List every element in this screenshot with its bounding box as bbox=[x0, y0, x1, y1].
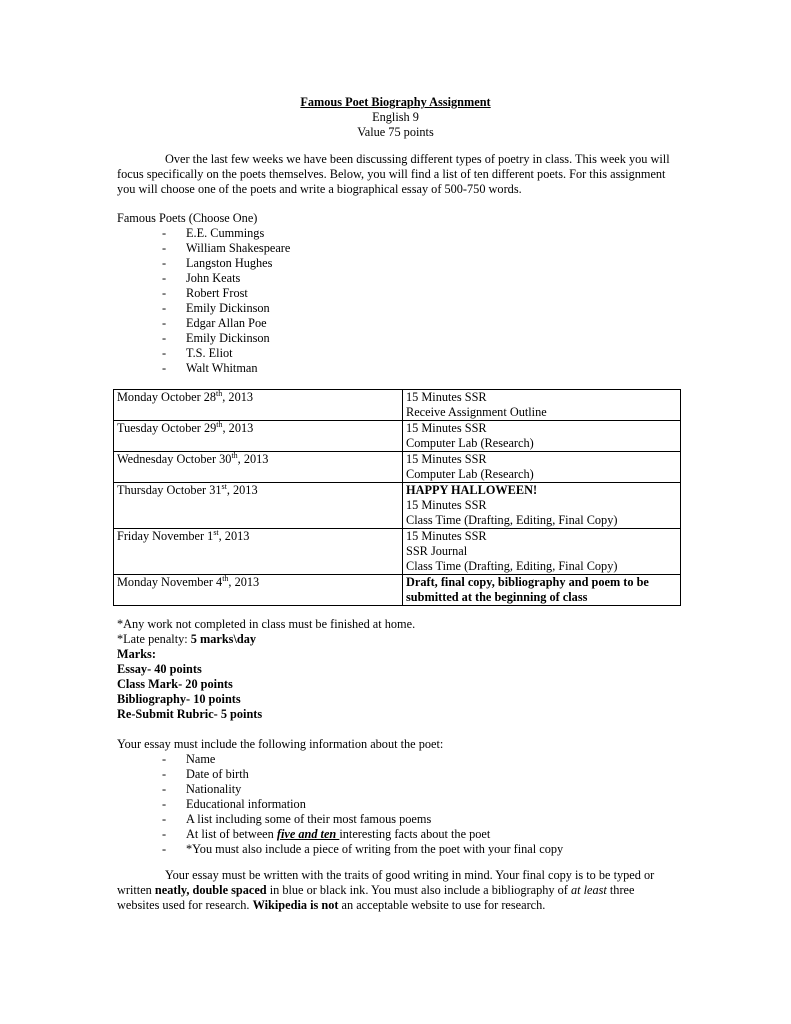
assignment-value: Value 75 points bbox=[357, 125, 434, 139]
marks-item: Re-Submit Rubric- 5 points bbox=[117, 707, 263, 721]
poet-list-item: - T.S. Eliot bbox=[162, 346, 233, 360]
schedule-date: Wednesday October 30th, 2013 bbox=[114, 452, 403, 483]
document-header bbox=[0, 95, 791, 140]
closing-paragraph: Your essay must be written with the traits of good writing in mind. Your final copy is to be typed or written neatly, double spaced in blue or black ink. You must also include a bibliography of at least three websites used for research. Wikipedia is not an acceptable website to use for research. bbox=[117, 868, 655, 912]
poet-list-item: - Walt Whitman bbox=[162, 361, 258, 375]
poet-list-item: - John Keats bbox=[162, 271, 241, 285]
schedule-activities: 15 Minutes SSR Computer Lab (Research) bbox=[403, 452, 681, 483]
marks-item: Bibliography- 10 points bbox=[117, 692, 241, 706]
schedule-date: Monday November 4th, 2013 bbox=[114, 575, 403, 606]
list-item: - Nationality bbox=[162, 782, 242, 796]
schedule-activities: 15 Minutes SSR Receive Assignment Outline bbox=[403, 390, 681, 421]
requirements-heading: Your essay must include the following information about the poet: bbox=[117, 737, 444, 751]
incomplete-work-note: *Any work not completed in class must be finished at home. bbox=[117, 617, 416, 631]
poet-list-item: - Edgar Allan Poe bbox=[162, 316, 267, 330]
poet-list-item: - E.E. Cummings bbox=[162, 226, 265, 240]
list-item: - A list including some of their most famous poems bbox=[162, 812, 432, 826]
notes-section bbox=[117, 617, 677, 722]
schedule-activities: 15 Minutes SSR SSR Journal Class Time (Drafting, Editing, Final Copy) bbox=[403, 529, 681, 575]
table-row bbox=[114, 452, 681, 483]
table-row bbox=[114, 421, 681, 452]
schedule-date: Friday November 1st, 2013 bbox=[114, 529, 403, 575]
requirements-section bbox=[117, 737, 677, 857]
list-item: - *You must also include a piece of writing from the poet with your final copy bbox=[162, 842, 564, 856]
table-row bbox=[114, 575, 681, 606]
marks-item: Class Mark- 20 points bbox=[117, 677, 233, 691]
schedule-date: Tuesday October 29th, 2013 bbox=[114, 421, 403, 452]
table-row bbox=[114, 390, 681, 421]
poet-list-section bbox=[117, 211, 517, 376]
schedule-table bbox=[113, 389, 681, 606]
table-row bbox=[114, 529, 681, 575]
marks-item: Essay- 40 points bbox=[117, 662, 202, 676]
poet-list-item: - Robert Frost bbox=[162, 286, 248, 300]
poet-list-item: - Emily Dickinson bbox=[162, 331, 270, 345]
poet-list-item: - Langston Hughes bbox=[162, 256, 273, 270]
list-item: - Date of birth bbox=[162, 767, 249, 781]
poet-list-item: - Emily Dickinson bbox=[162, 301, 270, 315]
list-item: - At list of between five and ten interesting facts about the poet bbox=[162, 827, 491, 841]
poet-list bbox=[117, 226, 517, 376]
late-penalty-note: *Late penalty: 5 marks\day bbox=[117, 632, 257, 646]
schedule-activities: Draft, final copy, bibliography and poem to be submitted at the beginning of class bbox=[403, 575, 681, 606]
list-item: - Name bbox=[162, 752, 216, 766]
schedule-date: Monday October 28th, 2013 bbox=[114, 390, 403, 421]
poet-list-item: - William Shakespeare bbox=[162, 241, 291, 255]
schedule-activities: 15 Minutes SSR Computer Lab (Research) bbox=[403, 421, 681, 452]
list-item: - Educational information bbox=[162, 797, 306, 811]
schedule-activities: HAPPY HALLOWEEN! 15 Minutes SSR Class Time (Drafting, Editing, Final Copy) bbox=[403, 483, 681, 529]
course-name: English 9 bbox=[372, 110, 419, 124]
document-title: Famous Poet Biography Assignment bbox=[300, 95, 491, 109]
marks-heading: Marks: bbox=[117, 647, 156, 661]
schedule-date: Thursday October 31st, 2013 bbox=[114, 483, 403, 529]
table-row bbox=[114, 483, 681, 529]
intro-paragraph: Over the last few weeks we have been discussing different types of poetry in class. This week you will focus specifically on the poets themselves. Below, you will find a list of ten different poets. For this assignment you will choose one of the poets and write a biographical essay of 500-750 words. bbox=[117, 152, 670, 196]
poet-list-heading: Famous Poets (Choose One) bbox=[117, 211, 258, 225]
requirements-list bbox=[117, 752, 677, 857]
